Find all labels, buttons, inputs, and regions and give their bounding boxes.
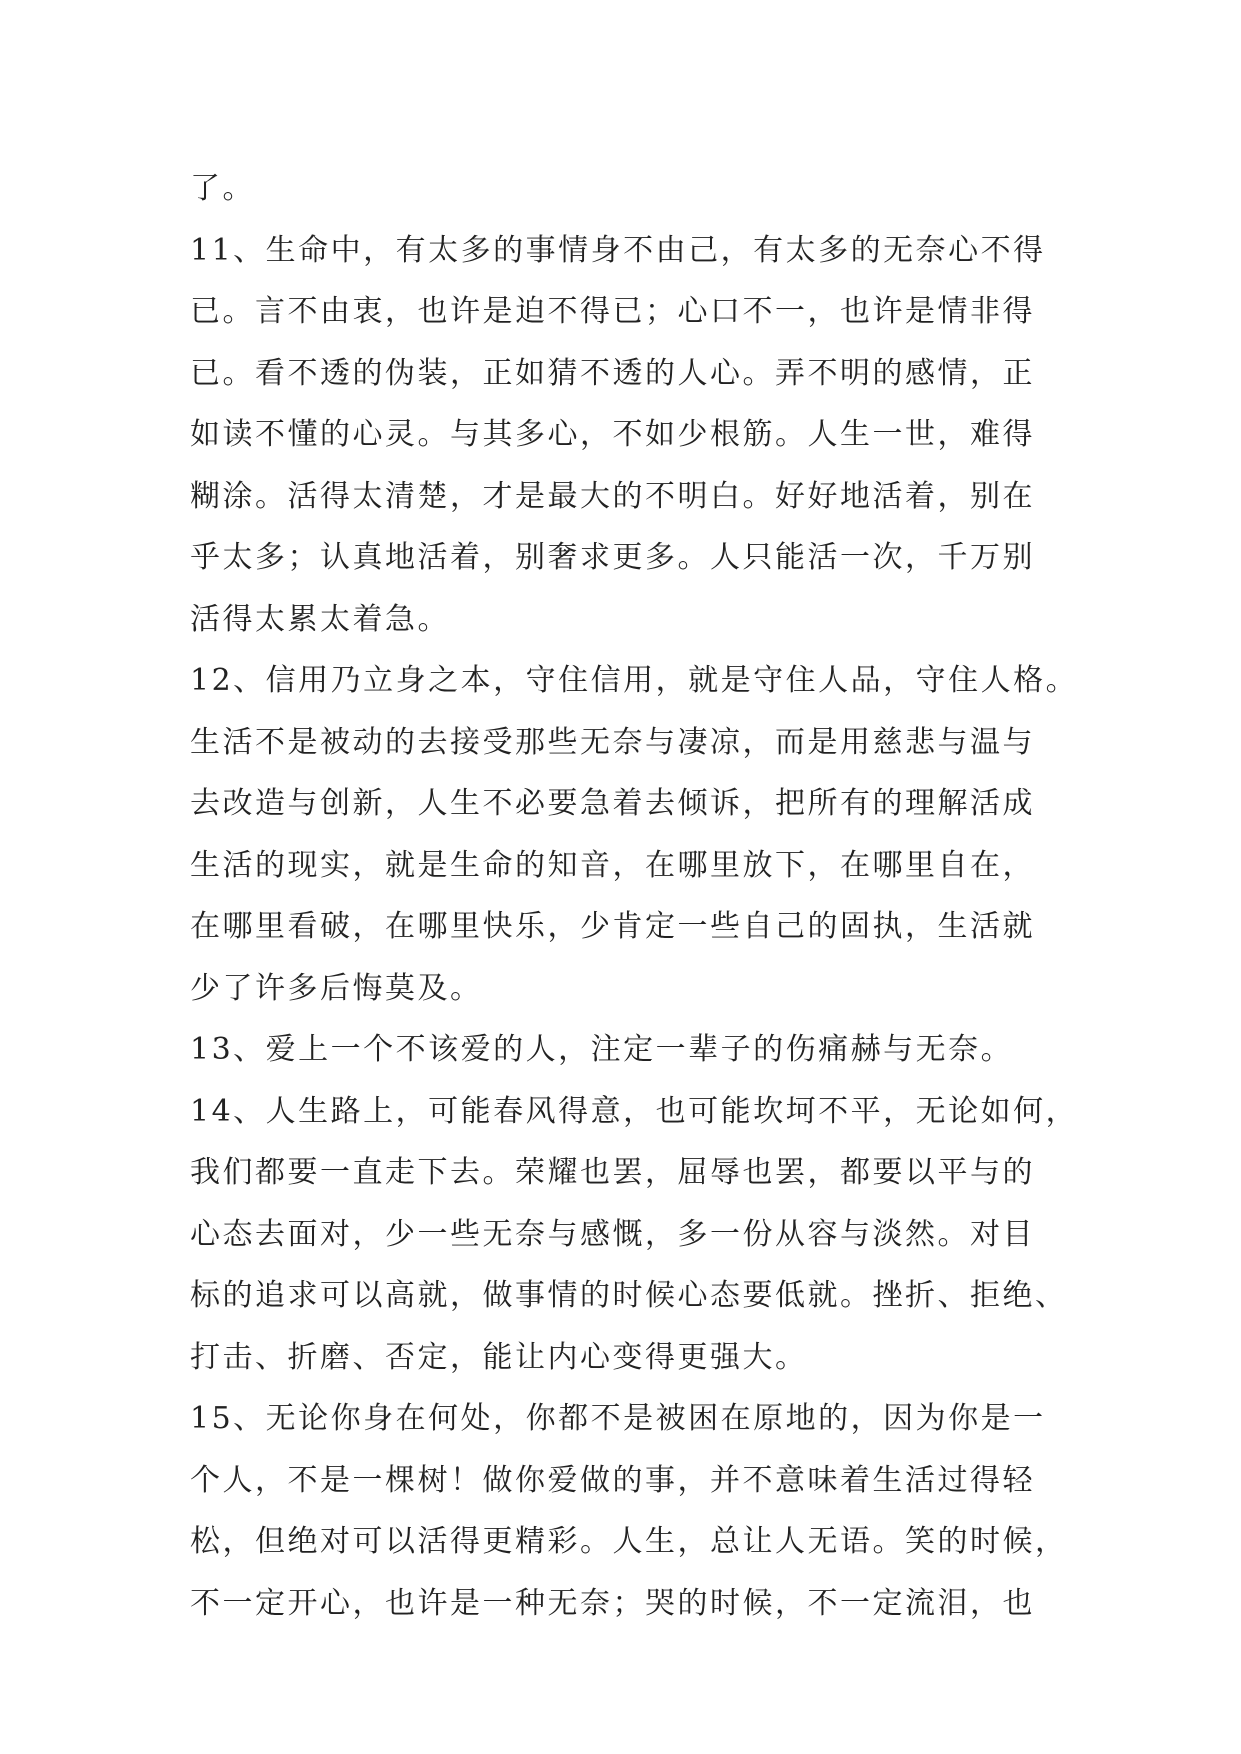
text-line: 我们都要一直走下去。荣耀也罢，屈辱也罢，都要以平与的	[190, 1155, 1035, 1190]
text-line: 少了许多后悔莫及。	[190, 970, 483, 1006]
text-line: 如读不懂的心灵。与其多心，不如少根筋。人生一世，难得	[190, 417, 1035, 452]
text-line: 已。言不由衷，也许是迫不得已；心口不一，也许是情非得	[190, 294, 1035, 329]
text-line: 活得太累太着急。	[190, 601, 450, 637]
text-line: 13、爱上一个不该爱的人，注定一辈子的伤痛赫与无奈。	[190, 1032, 1014, 1067]
text-line: 乎太多；认真地活着，别奢求更多。人只能活一次，千万别	[190, 540, 1035, 575]
text-line: 12、信用乃立身之本，守住信用，就是守住人品，守住人格。	[190, 663, 1079, 698]
text-line: 打击、折磨、否定，能让内心变得更强大。	[190, 1339, 808, 1375]
text-line: 松，但绝对可以活得更精彩。人生，总让人无语。笑的时候，	[190, 1524, 1068, 1559]
text-line: 标的追求可以高就，做事情的时候心态要低就。挫折、拒绝、	[190, 1278, 1068, 1313]
text-line: 去改造与创新，人生不必要急着去倾诉，把所有的理解活成	[190, 786, 1035, 821]
text-line: 个人，不是一棵树！做你爱做的事，并不意味着生活过得轻	[190, 1462, 1035, 1498]
text-line: 在哪里看破，在哪里快乐，少肯定一些自己的固执，生活就	[190, 909, 1035, 944]
text-line: 11、生命中，有太多的事情身不由己，有太多的无奈心不得	[190, 232, 1046, 268]
text-line: 不一定开心，也许是一种无奈；哭的时候，不一定流泪，也	[190, 1585, 1035, 1621]
text-line: 生活不是被动的去接受那些无奈与凄凉，而是用慈悲与温与	[190, 724, 1035, 760]
text-line: 15、无论你身在何处，你都不是被困在原地的，因为你是一	[190, 1401, 1046, 1436]
text-line: 糊涂。活得太清楚，才是最大的不明白。好好地活着，别在	[190, 478, 1035, 514]
text-line: 心态去面对，少一些无奈与感慨，多一份从容与淡然。对目	[190, 1216, 1035, 1252]
text-line: 已。看不透的伪装，正如猜不透的人心。弄不明的感情，正	[190, 355, 1035, 391]
text-line: 14、人生路上，可能春风得意，也可能坎坷不平，无论如何，	[190, 1093, 1079, 1129]
text-line: 生活的现实，就是生命的知音，在哪里放下，在哪里自在，	[190, 847, 1035, 883]
document-body	[190, 158, 1079, 1634]
text-line: 了。	[190, 171, 255, 206]
